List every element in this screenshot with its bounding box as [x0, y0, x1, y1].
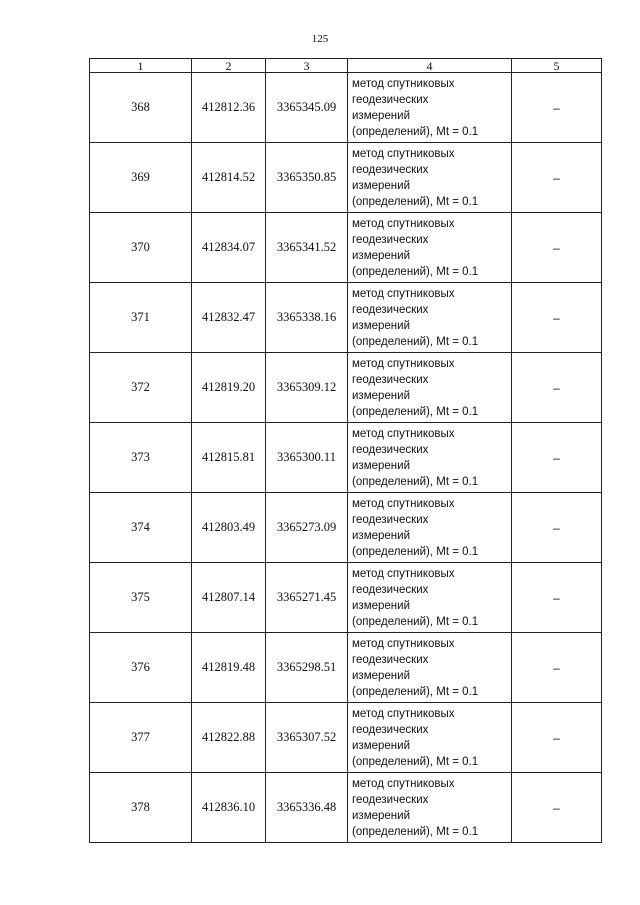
point-number-cell: 376	[90, 633, 192, 703]
note-cell: –	[512, 73, 602, 143]
method-line: геодезических	[352, 303, 429, 316]
method-line: метод спутниковых	[352, 77, 455, 90]
method-line: (определений), Mt = 0.1	[352, 545, 479, 558]
point-number-cell: 372	[90, 353, 192, 423]
method-line: измерений	[352, 669, 410, 682]
method-line: метод спутниковых	[352, 287, 455, 300]
note-cell: –	[512, 213, 602, 283]
column-header: 2	[192, 59, 266, 73]
method-cell	[348, 633, 512, 703]
column-header: 3	[266, 59, 348, 73]
method-line: (определений), Mt = 0.1	[352, 125, 479, 138]
table-row	[90, 773, 602, 843]
method-line: (определений), Mt = 0.1	[352, 825, 479, 838]
column-header: 1	[90, 59, 192, 73]
method-line: геодезических	[352, 513, 429, 526]
y-coordinate-cell: 3365271.45	[266, 563, 348, 633]
point-number-cell: 369	[90, 143, 192, 213]
note-cell: –	[512, 563, 602, 633]
method-line: измерений	[352, 319, 410, 332]
method-line: геодезических	[352, 723, 429, 736]
y-coordinate-cell: 3365309.12	[266, 353, 348, 423]
x-coordinate-cell: 412822.88	[192, 703, 266, 773]
method-cell	[348, 703, 512, 773]
method-line: измерений	[352, 599, 410, 612]
method-cell	[348, 563, 512, 633]
table-row	[90, 283, 602, 353]
method-line: геодезических	[352, 653, 429, 666]
method-line: метод спутниковых	[352, 707, 455, 720]
method-line: метод спутниковых	[352, 217, 455, 230]
method-line: метод спутниковых	[352, 637, 455, 650]
method-line: измерений	[352, 459, 410, 472]
column-header: 4	[348, 59, 512, 73]
method-line: измерений	[352, 109, 410, 122]
method-line: метод спутниковых	[352, 427, 455, 440]
x-coordinate-cell: 412819.48	[192, 633, 266, 703]
method-cell	[348, 143, 512, 213]
point-number-cell: 374	[90, 493, 192, 563]
point-number-cell: 370	[90, 213, 192, 283]
table-row	[90, 353, 602, 423]
table-body	[90, 73, 602, 843]
method-line: измерений	[352, 389, 410, 402]
method-cell	[348, 73, 512, 143]
point-number-cell: 371	[90, 283, 192, 353]
method-line: (определений), Mt = 0.1	[352, 405, 479, 418]
table-row	[90, 213, 602, 283]
method-line: геодезических	[352, 373, 429, 386]
method-line: (определений), Mt = 0.1	[352, 755, 479, 768]
method-line: измерений	[352, 249, 410, 262]
table-row	[90, 633, 602, 703]
y-coordinate-cell: 3365298.51	[266, 633, 348, 703]
method-cell	[348, 773, 512, 843]
note-cell: –	[512, 143, 602, 213]
x-coordinate-cell: 412819.20	[192, 353, 266, 423]
method-line: метод спутниковых	[352, 777, 455, 790]
method-line: геодезических	[352, 443, 429, 456]
table-row	[90, 563, 602, 633]
method-line: геодезических	[352, 93, 429, 106]
table-row	[90, 703, 602, 773]
method-line: (определений), Mt = 0.1	[352, 195, 479, 208]
method-line: геодезических	[352, 163, 429, 176]
method-line: измерений	[352, 179, 410, 192]
point-number-cell: 378	[90, 773, 192, 843]
point-number-cell: 377	[90, 703, 192, 773]
table-header-row	[90, 59, 602, 73]
y-coordinate-cell: 3365300.11	[266, 423, 348, 493]
y-coordinate-cell: 3365345.09	[266, 73, 348, 143]
method-line: геодезических	[352, 583, 429, 596]
note-cell: –	[512, 773, 602, 843]
x-coordinate-cell: 412807.14	[192, 563, 266, 633]
column-header: 5	[512, 59, 602, 73]
x-coordinate-cell: 412814.52	[192, 143, 266, 213]
method-line: (определений), Mt = 0.1	[352, 475, 479, 488]
y-coordinate-cell: 3365273.09	[266, 493, 348, 563]
method-line: измерений	[352, 739, 410, 752]
method-line: измерений	[352, 529, 410, 542]
y-coordinate-cell: 3365341.52	[266, 213, 348, 283]
coordinates-table	[89, 58, 602, 843]
table-row	[90, 423, 602, 493]
method-line: метод спутниковых	[352, 357, 455, 370]
point-number-cell: 368	[90, 73, 192, 143]
y-coordinate-cell: 3365336.48	[266, 773, 348, 843]
x-coordinate-cell: 412815.81	[192, 423, 266, 493]
method-line: метод спутниковых	[352, 567, 455, 580]
table-row	[90, 73, 602, 143]
note-cell: –	[512, 353, 602, 423]
y-coordinate-cell: 3365350.85	[266, 143, 348, 213]
table-row	[90, 143, 602, 213]
x-coordinate-cell: 412812.36	[192, 73, 266, 143]
page-number: 125	[311, 33, 329, 45]
x-coordinate-cell: 412836.10	[192, 773, 266, 843]
point-number-cell: 375	[90, 563, 192, 633]
y-coordinate-cell: 3365307.52	[266, 703, 348, 773]
method-line: измерений	[352, 809, 410, 822]
note-cell: –	[512, 703, 602, 773]
note-cell: –	[512, 493, 602, 563]
method-line: (определений), Mt = 0.1	[352, 615, 479, 628]
method-cell	[348, 283, 512, 353]
x-coordinate-cell: 412834.07	[192, 213, 266, 283]
table-row	[90, 493, 602, 563]
x-coordinate-cell: 412803.49	[192, 493, 266, 563]
method-line: геодезических	[352, 793, 429, 806]
note-cell: –	[512, 633, 602, 703]
method-cell	[348, 213, 512, 283]
method-cell	[348, 423, 512, 493]
method-cell	[348, 493, 512, 563]
method-line: геодезических	[352, 233, 429, 246]
note-cell: –	[512, 423, 602, 493]
point-number-cell: 373	[90, 423, 192, 493]
method-line: (определений), Mt = 0.1	[352, 265, 479, 278]
method-line: метод спутниковых	[352, 147, 455, 160]
y-coordinate-cell: 3365338.16	[266, 283, 348, 353]
note-cell: –	[512, 283, 602, 353]
method-line: метод спутниковых	[352, 497, 455, 510]
method-cell	[348, 353, 512, 423]
method-line: (определений), Mt = 0.1	[352, 685, 479, 698]
method-line: (определений), Mt = 0.1	[352, 335, 479, 348]
x-coordinate-cell: 412832.47	[192, 283, 266, 353]
